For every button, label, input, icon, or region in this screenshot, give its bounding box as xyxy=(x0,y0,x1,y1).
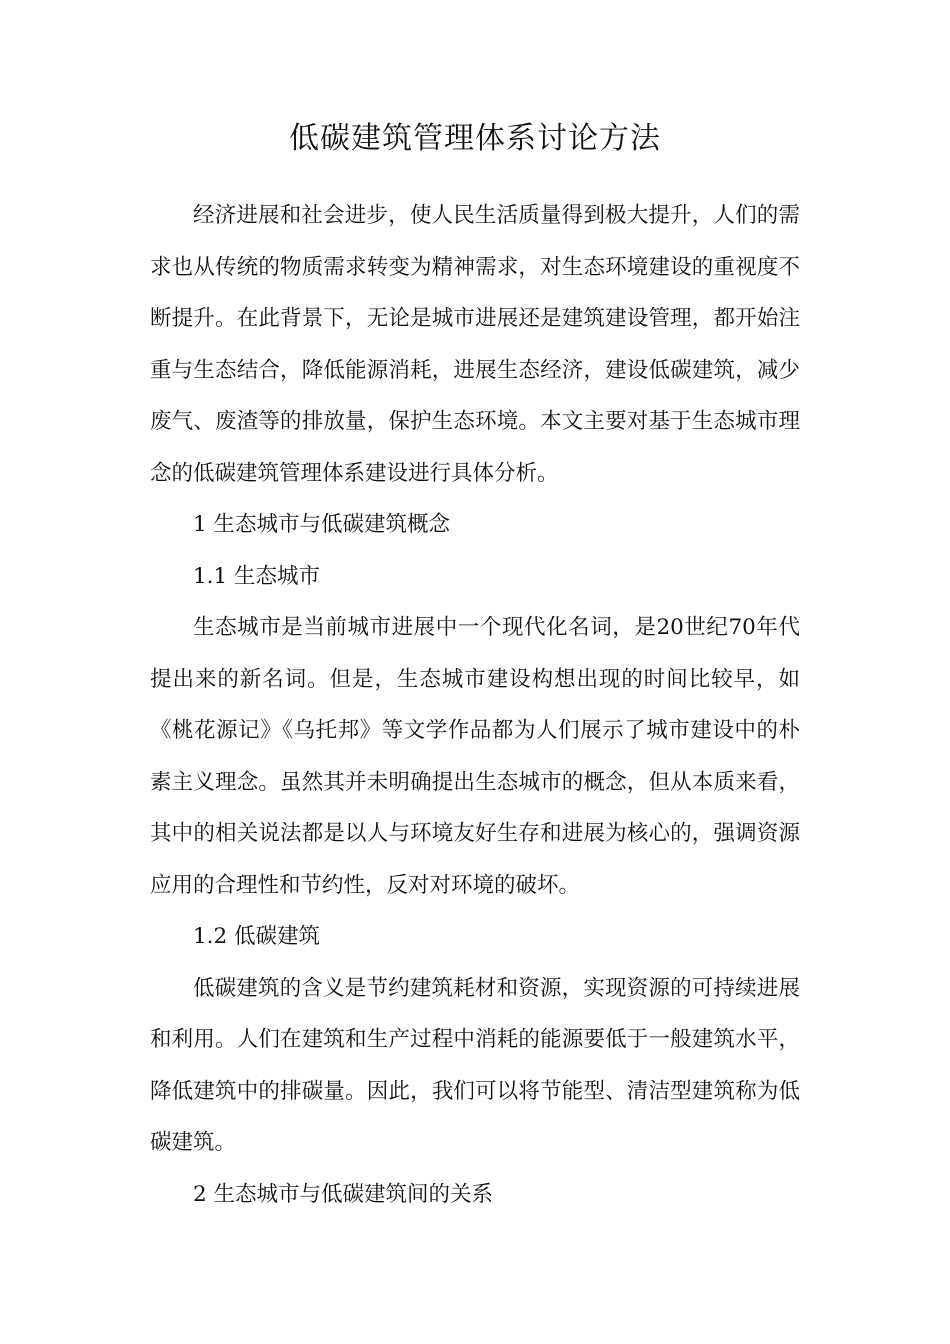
document-page xyxy=(150,118,800,1220)
section-1-heading: 1 生态城市与低碳建筑概念 xyxy=(193,512,451,537)
document-title: 低碳建筑管理体系讨论方法 xyxy=(289,121,661,156)
intro-paragraph: 经济进展和社会进步，使人民生活质量得到极大提升，人们的需求也从传统的物质需求转变为精神需求，对生态环境建设的重视度不断提升。在此背景下，无论是城市进展还是建筑建设管理，都开始注重与生态结合，降低能源消耗，进展生态经济，建设低碳建筑，减少废气、废渣等的排放量，保护生态环境。本文主要对基于生态城市理念的低碳建筑管理体系建设进行具体分析。 xyxy=(150,203,800,486)
section-2-heading: 2 生态城市与低碳建筑间的关系 xyxy=(193,1181,494,1207)
section-1-1-heading: 1.1 生态城市 xyxy=(193,563,321,589)
section-1-1-paragraph: 生态城市是当前城市进展中一个现代化名词，是20世纪70年代提出来的新名词。但是，生态城市建设构想出现的时间比较早，如《桃花源记》《乌托邦》等文学作品都为人们展示了城市建设中的朴素主义理念。虽然其并未明确提出生态城市的概念，但从本质来看，其中的相关说法都是以人与环境友好生存和进展为核心的，强调资源应用的合理性和节约性，反对对环境的破坏。 xyxy=(150,615,800,898)
section-1-2-heading: 1.2 低碳建筑 xyxy=(193,924,321,949)
section-1-2-paragraph: 低碳建筑的含义是节约建筑耗材和资源，实现资源的可持续进展和利用。人们在建筑和生产过程中消耗的能源要低于一般建筑水平，降低建筑中的排碳量。因此，我们可以将节能型、清洁型建筑称为低碳建筑。 xyxy=(150,975,800,1155)
